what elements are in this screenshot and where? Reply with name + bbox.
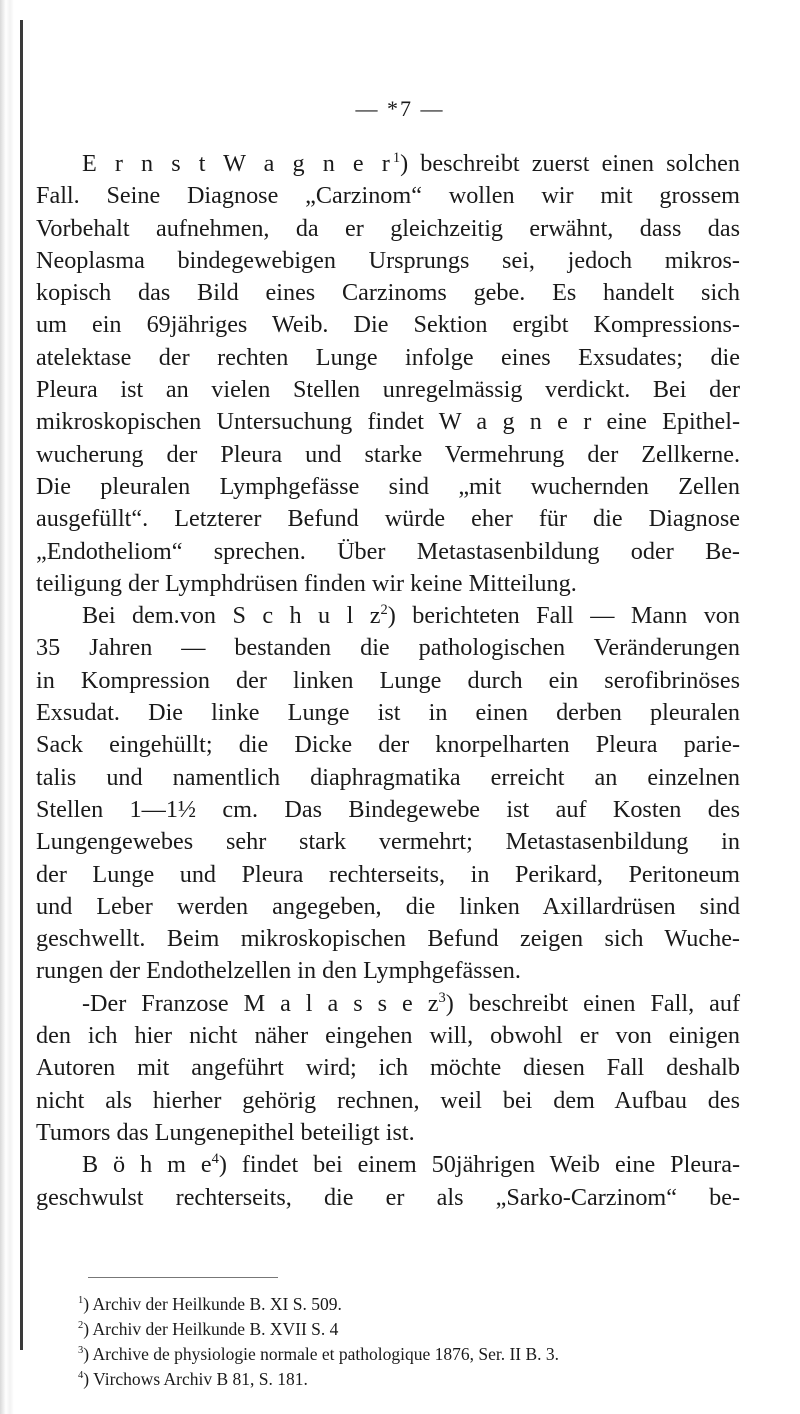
text-line: atelektase der rechten Lunge infolge eines Exsudates; die [36, 343, 740, 371]
text-line: geschwulst rechterseits, die er als „Sarko-Carzinom“ be- [36, 1183, 740, 1211]
text-line: Autoren mit angeführt wird; ich möchte diesen Fall deshalb [36, 1054, 740, 1082]
text-line: Die pleuralen Lymphgefässe sind „mit wuchernden Zellen [36, 472, 740, 500]
text-line: wucherung der Pleura und starke Vermehrung der Zellkerne. [36, 440, 740, 468]
text-line: „Endotheliom“ sprechen. Über Metastasenbildung oder Be- [36, 537, 740, 565]
page-header: — *7 — [355, 96, 445, 121]
text-line: und Leber werden angegeben, die linken Axillardrüsen sind [36, 892, 740, 920]
text-line: E r n s t W a g n e $r^1$) beschreibt zuerst einen solchen [82, 149, 740, 177]
text-line: Exsudat. Die linke Lunge ist in einen derben pleuralen [36, 699, 740, 727]
body-text [36, 148, 740, 1214]
text-line: nicht als hierher gehörig rechnen, weil bei dem Aufbau des [36, 1086, 740, 1114]
text-line: in Kompression der linken Lunge durch ein serofibrinöses [36, 666, 740, 694]
footnote: $^4$) Virchows Archiv B 81, S. 181. [78, 1369, 308, 1389]
text-line: -Der Franzose M a l a s s e $z^3$) beschreibt einen Fall, auf [82, 989, 741, 1017]
text-line: B ö h m $e^4$) findet bei einem 50jährigen Weib eine Pleura- [82, 1151, 740, 1179]
text-line: um ein 69jähriges Weib. Die Sektion ergibt Kompressions- [36, 311, 740, 339]
text-line: Tumors das Lungenepithel beteiligt ist. [36, 1118, 415, 1146]
text-line: Pleura ist an vielen Stellen unregelmässig verdickt. Bei der [36, 376, 740, 404]
text-line: Sack eingehüllt; die Dicke der knorpelharten Pleura parie- [36, 731, 740, 759]
text-line: 35 Jahren — bestanden die pathologischen Veränderungen [36, 634, 740, 662]
text-line: mikroskopischen Untersuchung findet W a g n e r eine Epithel- [36, 408, 740, 436]
footnote: $^2$) Archiv der Heilkunde B. XVII S. 4 [78, 1319, 339, 1339]
text-line: ausgefüllt“. Letzterer Befund würde eher für die Diagnose [36, 505, 740, 533]
book-binding-edge [0, 0, 28, 1414]
footnote: $^1$) Archiv der Heilkunde B. XI S. 509. [78, 1294, 342, 1314]
text-line: Vorbehalt aufnehmen, da er gleichzeitig erwähnt, dass das [36, 214, 740, 242]
text-line: der Lunge und Pleura rechterseits, in Perikard, Peritoneum [36, 860, 740, 888]
text-line: Lungengewebes sehr stark vermehrt; Metastasenbildung in [36, 828, 740, 856]
text-line: Bei dem.von S c h u l $z^2$) berichteten Fall — Mann von [82, 602, 740, 630]
text-line: kopisch das Bild eines Carzinoms gebe. Es handelt sich [36, 279, 740, 307]
footnote: $^3$) Archive de physiologie normale et pathologique 1876, Ser. II B. 3. [78, 1344, 560, 1364]
text-line: Stellen 1—1½ cm. Das Bindegewebe ist auf Kosten des [36, 795, 740, 823]
text-line: Fall. Seine Diagnose „Carzinom“ wollen wir mit grossem [36, 182, 740, 210]
footnotes [50, 1292, 740, 1392]
text-line: Neoplasma bindegewebigen Ursprungs sei, jedoch mikros- [36, 246, 740, 274]
text-line: talis und namentlich diaphragmatika erreicht an einzelnen [36, 763, 740, 791]
binding-shadow-line [20, 20, 23, 1350]
text-line: teiligung der Lymphdrüsen finden wir keine Mitteilung. [36, 569, 577, 597]
text-line: den ich hier nicht näher eingehen will, obwohl er von einigen [36, 1022, 740, 1050]
text-line: geschwellt. Beim mikroskopischen Befund zeigen sich Wuche- [36, 925, 740, 953]
text-line: rungen der Endothelzellen in den Lymphgefässen. [36, 957, 521, 985]
footnote-divider [88, 1277, 278, 1278]
